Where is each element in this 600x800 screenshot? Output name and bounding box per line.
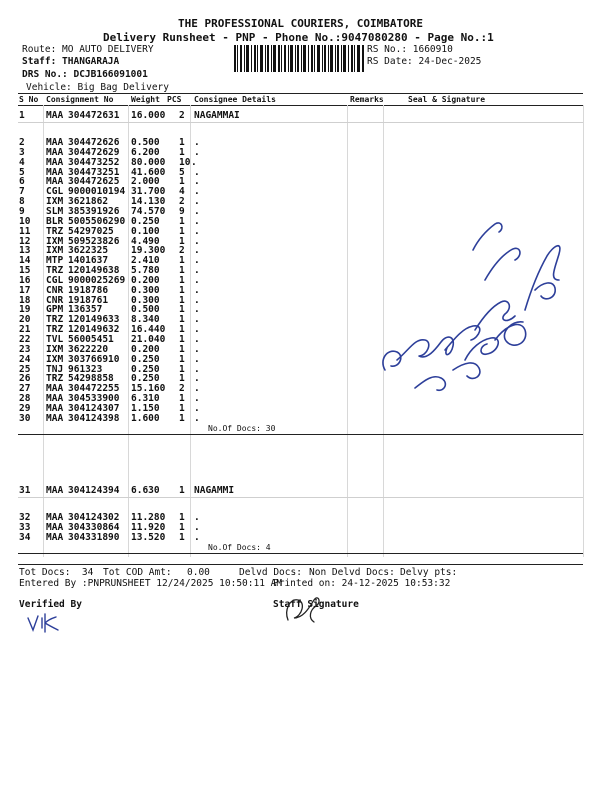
cell-weight: 74.570 xyxy=(131,205,166,217)
col-weight: Weight xyxy=(131,95,160,104)
cell-consignment-no: 1401637 xyxy=(68,255,109,267)
cell-consignment-no: 304472255 xyxy=(68,383,120,395)
cell-origin: TRZ xyxy=(46,314,64,326)
cell-weight: 6.630 xyxy=(131,485,160,496)
cell-sno: 30 xyxy=(19,412,31,424)
cell-weight: 15.160 xyxy=(131,383,166,395)
cell-consignment-no: 120149633 xyxy=(68,314,120,326)
cell-weight: 11.280 xyxy=(131,512,166,523)
verified-by: Verified By xyxy=(19,599,82,610)
entered-by: Entered By :PNPRUNSHEET 12/24/2025 10:50:11 AM xyxy=(19,578,283,589)
cell-origin: IXM xyxy=(46,196,64,208)
cell-origin: CNR xyxy=(46,284,64,296)
docs-count-note: No.Of Docs: 4 xyxy=(208,542,271,552)
cell-origin: CGL xyxy=(46,274,64,286)
cell-sno: 10 xyxy=(19,215,31,227)
cell-pcs: 1 xyxy=(179,485,185,496)
cell-consignment-no: 120149638 xyxy=(68,265,120,277)
cell-pcs: 1 xyxy=(179,215,185,227)
cell-sno: 18 xyxy=(19,294,31,306)
cell-pcs: 2 xyxy=(179,110,185,121)
cell-consignee: . xyxy=(194,304,200,316)
cell-sno: 22 xyxy=(19,334,31,345)
cell-consignment-no: 304472629 xyxy=(68,146,120,158)
cell-sno: 23 xyxy=(19,343,31,355)
cell-consignee: . xyxy=(194,353,200,365)
cell-origin: IXM xyxy=(46,245,64,257)
cell-origin: MAA xyxy=(46,383,64,395)
cell-pcs: 10 xyxy=(179,156,191,168)
cell-weight: 0.250 xyxy=(131,353,160,365)
cell-weight: 0.250 xyxy=(131,215,160,227)
cell-consignee: NAGAMMI xyxy=(194,485,235,496)
cell-weight: 0.500 xyxy=(131,304,160,316)
cell-consignee: . xyxy=(194,324,200,336)
cell-pcs: 1 xyxy=(179,137,185,148)
cell-sno: 32 xyxy=(19,512,31,523)
cell-consignee: . xyxy=(194,284,200,296)
tot-docs: Tot Docs: 34 xyxy=(19,567,94,578)
cell-weight: 0.200 xyxy=(131,343,160,355)
cell-consignment-no: 304124394 xyxy=(68,485,120,496)
col-seal: Seal & Signature xyxy=(408,95,486,104)
cell-pcs: 1 xyxy=(179,343,185,355)
cell-weight: 6.310 xyxy=(131,393,160,405)
cell-sno: 14 xyxy=(19,255,31,267)
cell-pcs: 2 xyxy=(179,383,185,395)
cell-consignment-no: 304330864 xyxy=(68,521,120,533)
cell-origin: MAA xyxy=(46,166,64,178)
cell-sno: 4 xyxy=(19,156,25,168)
rs-date: RS Date: 24-Dec-2025 xyxy=(367,56,482,67)
col-sno: S No xyxy=(19,95,39,104)
cell-consignee: . xyxy=(194,412,200,424)
cell-consignee: . xyxy=(194,245,200,257)
cell-consignee: . xyxy=(194,314,200,326)
cell-weight: 0.250 xyxy=(131,373,160,385)
cell-origin: CNR xyxy=(46,294,64,306)
cell-origin: CGL xyxy=(46,186,64,198)
cell-origin: MAA xyxy=(46,176,64,188)
cell-pcs: 1 xyxy=(179,294,185,306)
cell-consignee: . xyxy=(194,274,200,286)
staff-label: Staff: THANGARAJA xyxy=(22,56,120,67)
cell-consignee: . xyxy=(194,521,200,533)
cell-sno: 27 xyxy=(19,383,31,395)
col-sep xyxy=(190,105,191,557)
cell-sno: 1 xyxy=(19,110,25,121)
cell-consignment-no: 509523826 xyxy=(68,235,120,247)
cell-origin: TVL xyxy=(46,334,64,345)
cell-sno: 29 xyxy=(19,402,31,414)
barcode-icon xyxy=(234,45,364,72)
handwritten-signature-icon xyxy=(375,210,590,400)
verified-initials-icon xyxy=(25,608,65,636)
cell-weight: 21.040 xyxy=(131,334,166,345)
cell-weight: 0.300 xyxy=(131,294,160,306)
col-sep xyxy=(43,105,44,557)
group-header-rule xyxy=(18,497,583,498)
cell-sno: 13 xyxy=(19,245,31,257)
cell-consignment-no: 3622220 xyxy=(68,343,109,355)
cell-consignment-no: 385391926 xyxy=(68,205,120,217)
cell-consignee: . xyxy=(194,215,200,227)
cell-origin: MAA xyxy=(46,402,64,414)
cell-weight: 6.200 xyxy=(131,146,160,158)
cell-consignee: . xyxy=(194,225,200,237)
cell-origin: TRZ xyxy=(46,265,64,277)
cell-consignment-no: 961323 xyxy=(68,363,103,375)
docs-count-note: No.Of Docs: 30 xyxy=(208,423,276,433)
cell-weight: 4.490 xyxy=(131,235,160,247)
delvy-pts: Delvy pts: xyxy=(400,567,458,578)
cell-pcs: 1 xyxy=(179,255,185,267)
cell-sno: 31 xyxy=(19,485,31,496)
cell-consignment-no: 304473251 xyxy=(68,166,120,178)
cell-origin: SLM xyxy=(46,205,64,217)
cell-consignee: . xyxy=(194,343,200,355)
route-label: Route: MO AUTO DELIVERY xyxy=(22,44,154,55)
printed-on: Printed on: 24-12-2025 10:53:32 xyxy=(273,578,451,589)
cell-sno: 7 xyxy=(19,186,25,198)
cell-origin: MAA xyxy=(46,156,64,168)
cell-weight: 13.520 xyxy=(131,531,166,543)
cell-consignment-no: 54298858 xyxy=(68,373,114,385)
cell-pcs: 1 xyxy=(179,402,185,414)
cell-pcs: 1 xyxy=(179,373,185,385)
group-separator xyxy=(18,434,583,435)
cell-origin: MAA xyxy=(46,146,64,158)
cell-pcs: 2 xyxy=(179,245,185,257)
cell-origin: IXM xyxy=(46,353,64,365)
cell-origin: MAA xyxy=(46,393,64,405)
cell-sno: 34 xyxy=(19,531,31,543)
cell-pcs: 1 xyxy=(179,363,185,375)
cell-weight: 11.920 xyxy=(131,521,166,533)
cell-sno: 25 xyxy=(19,363,31,375)
staff-signature-mark-icon xyxy=(280,592,325,627)
cell-consignee: . xyxy=(194,176,200,188)
cell-origin: TRZ xyxy=(46,225,64,237)
cell-consignment-no: 54297025 xyxy=(68,225,114,237)
cell-consignment-no: 304472625 xyxy=(68,176,120,188)
footer-rule xyxy=(18,564,583,565)
non-delvd-docs: Non Delvd Docs: xyxy=(309,567,395,578)
group-separator xyxy=(18,553,583,554)
cell-consignment-no: 9000010194 xyxy=(68,186,126,198)
cell-consignment-no: 304473252 xyxy=(68,156,120,168)
cell-sno: 9 xyxy=(19,205,25,217)
cell-consignee: . xyxy=(194,402,200,414)
cell-origin: TRZ xyxy=(46,373,64,385)
cell-consignment-no: 1918786 xyxy=(68,284,109,296)
cell-sno: 8 xyxy=(19,196,25,208)
cell-sno: 3 xyxy=(19,146,25,158)
cell-origin: TNJ xyxy=(46,363,64,375)
cell-weight: 0.100 xyxy=(131,225,160,237)
cell-consignment-no: 120149632 xyxy=(68,324,120,336)
staff-signature: Staff Signature xyxy=(273,599,359,610)
cell-consignee: . xyxy=(194,255,200,267)
cell-consignment-no: 304124302 xyxy=(68,512,120,523)
cell-origin: MAA xyxy=(46,485,64,496)
cell-origin: MAA xyxy=(46,531,64,543)
cell-sno: 15 xyxy=(19,265,31,277)
cell-pcs: 1 xyxy=(179,531,185,543)
cell-weight: 2.410 xyxy=(131,255,160,267)
col-sep xyxy=(347,105,348,557)
cell-origin: MAA xyxy=(46,521,64,533)
cell-consignment-no: 3622325 xyxy=(68,245,109,257)
cell-sno: 21 xyxy=(19,324,31,336)
cell-consignment-no: 3621862 xyxy=(68,196,109,208)
cell-origin: MAA xyxy=(46,110,64,121)
cell-pcs: 5 xyxy=(179,166,185,178)
cell-consignee: . xyxy=(194,146,200,158)
cell-pcs: 1 xyxy=(179,284,185,296)
cell-pcs: 1 xyxy=(179,304,185,316)
rs-number: RS No.: 1660910 xyxy=(367,44,453,55)
cell-weight: 0.300 xyxy=(131,284,160,296)
cell-weight: 16.000 xyxy=(131,110,166,121)
cell-consignment-no: 304472631 xyxy=(68,110,120,121)
cell-origin: IXM xyxy=(46,235,64,247)
cell-weight: 2.000 xyxy=(131,176,160,188)
cell-weight: 5.780 xyxy=(131,265,160,277)
cell-pcs: 1 xyxy=(179,314,185,326)
drs-number: DRS No.: DCJB166091001 xyxy=(22,69,148,80)
cell-consignee: . xyxy=(194,294,200,306)
cell-sno: 28 xyxy=(19,393,31,405)
cell-weight: 41.600 xyxy=(131,166,166,178)
vehicle-label: Vehicle: Big Bag Delivery xyxy=(26,82,169,93)
header-top-rule xyxy=(18,93,583,94)
cell-pcs: 1 xyxy=(179,324,185,336)
cell-consignment-no: 304331890 xyxy=(68,531,120,543)
cell-consignee: . xyxy=(194,137,200,148)
cell-weight: 0.250 xyxy=(131,363,160,375)
cell-weight: 0.200 xyxy=(131,274,160,286)
group-header-rule xyxy=(18,122,583,123)
cell-weight: 19.300 xyxy=(131,245,166,257)
cell-sno: 16 xyxy=(19,274,31,286)
cell-pcs: 1 xyxy=(179,274,185,286)
runsheet-subtitle: Delivery Runsheet - PNP - Phone No.:9047080280 - Page No.:1 xyxy=(103,31,494,44)
cell-sno: 33 xyxy=(19,521,31,533)
company-title: THE PROFESSIONAL COURIERS, COIMBATORE xyxy=(178,17,424,30)
cell-pcs: 1 xyxy=(179,146,185,158)
col-consignment: Consignment No xyxy=(46,95,114,104)
cell-consignee: . xyxy=(194,205,200,217)
cell-pcs: 9 xyxy=(179,205,185,217)
cell-consignment-no: 304124307 xyxy=(68,402,120,414)
cell-weight: 0.500 xyxy=(131,137,160,148)
delvd-docs: Delvd Docs: xyxy=(239,567,302,578)
cell-pcs: 1 xyxy=(179,176,185,188)
col-pcs: PCS xyxy=(167,95,182,104)
cell-consignment-no: 304472626 xyxy=(68,137,120,148)
cell-sno: 17 xyxy=(19,284,31,296)
cell-sno: 12 xyxy=(19,235,31,247)
cell-consignee: . xyxy=(194,235,200,247)
cell-consignment-no: 1918761 xyxy=(68,294,109,306)
cell-pcs: 1 xyxy=(179,393,185,405)
cell-weight: 1.600 xyxy=(131,412,160,424)
cell-pcs: 1 xyxy=(179,512,185,523)
cell-consignment-no: 303766910 xyxy=(68,353,120,365)
header-bottom-rule xyxy=(18,105,583,106)
cell-consignment-no: 304124398 xyxy=(68,412,120,424)
cell-weight: 80.000 xyxy=(131,156,166,168)
cell-pcs: 1 xyxy=(179,412,185,424)
col-remarks: Remarks xyxy=(350,95,384,104)
cell-origin: TRZ xyxy=(46,324,64,336)
cell-consignee: . xyxy=(194,166,200,178)
cell-consignee: . xyxy=(194,334,200,345)
cell-consignee: . xyxy=(194,265,200,277)
cell-origin: MAA xyxy=(46,137,64,148)
cell-consignee: . xyxy=(194,373,200,385)
cell-sno: 6 xyxy=(19,176,25,188)
cell-weight: 16.440 xyxy=(131,324,166,336)
cell-sno: 2 xyxy=(19,137,25,148)
cell-pcs: 1 xyxy=(179,334,185,345)
cell-weight: 14.130 xyxy=(131,196,166,208)
cell-pcs: 1 xyxy=(179,265,185,277)
col-consignee: Consignee Details xyxy=(194,95,276,104)
cell-consignee: . xyxy=(191,156,197,168)
cell-origin: MAA xyxy=(46,412,64,424)
tot-cod-label: Tot COD Amt: xyxy=(103,567,172,578)
cell-origin: MAA xyxy=(46,512,64,523)
cell-consignee: . xyxy=(194,383,200,395)
cell-consignee: . xyxy=(194,512,200,523)
cell-pcs: 1 xyxy=(179,353,185,365)
tot-cod-value: 0.00 xyxy=(187,567,210,578)
cell-origin: IXM xyxy=(46,343,64,355)
cell-consignment-no: 56005451 xyxy=(68,334,114,345)
cell-origin: GPM xyxy=(46,304,64,316)
cell-consignee: . xyxy=(194,363,200,375)
cell-weight: 8.340 xyxy=(131,314,160,326)
cell-origin: BLR xyxy=(46,215,64,227)
cell-origin: MTP xyxy=(46,255,64,267)
cell-sno: 19 xyxy=(19,304,31,316)
cell-sno: 5 xyxy=(19,166,25,178)
cell-consignment-no: 5005506290 xyxy=(68,215,126,227)
cell-sno: 24 xyxy=(19,353,31,365)
cell-pcs: 4 xyxy=(179,186,185,198)
cell-sno: 26 xyxy=(19,373,31,385)
cell-consignment-no: 136357 xyxy=(68,304,103,316)
cell-consignee: . xyxy=(194,196,200,208)
cell-consignee: . xyxy=(194,393,200,405)
cell-weight: 1.150 xyxy=(131,402,160,414)
cell-pcs: 1 xyxy=(179,521,185,533)
cell-consignee: . xyxy=(194,531,200,543)
cell-consignment-no: 9000025269 xyxy=(68,274,126,286)
cell-sno: 11 xyxy=(19,225,31,237)
col-sep xyxy=(128,105,129,557)
cell-pcs: 1 xyxy=(179,225,185,237)
cell-weight: 31.700 xyxy=(131,186,166,198)
cell-consignment-no: 304533900 xyxy=(68,393,120,405)
cell-pcs: 1 xyxy=(179,235,185,247)
cell-consignee: NAGAMMAI xyxy=(194,110,240,121)
cell-consignee: . xyxy=(194,186,200,198)
cell-pcs: 2 xyxy=(179,196,185,208)
cell-sno: 20 xyxy=(19,314,31,326)
